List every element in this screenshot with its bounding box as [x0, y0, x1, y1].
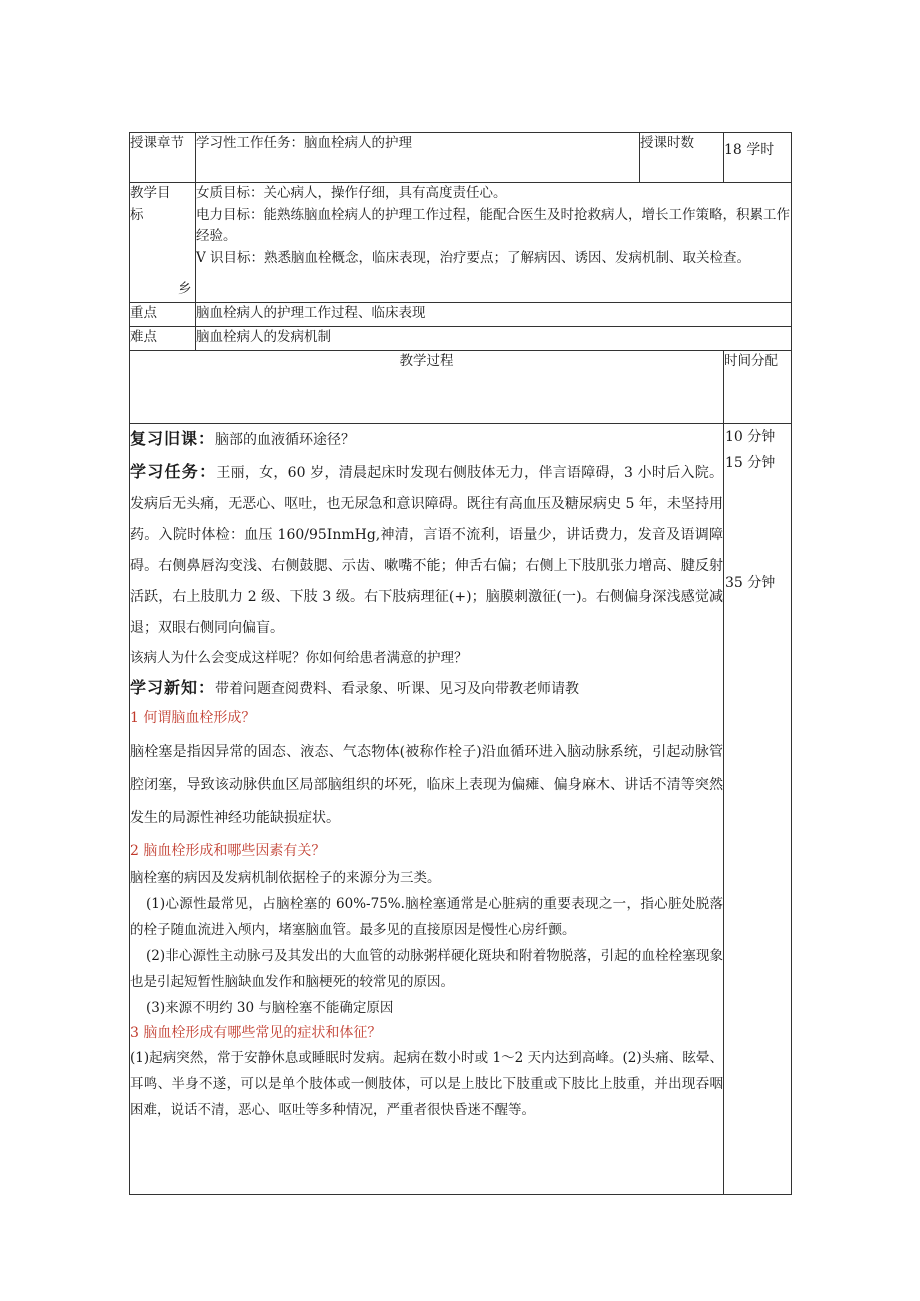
- lesson-plan-table: [129, 132, 792, 1195]
- goals-content: [196, 183, 792, 303]
- goals-label-line1: 教学目: [130, 185, 171, 201]
- new-knowledge-section: [130, 673, 723, 705]
- process-body-row: [130, 424, 792, 1195]
- task-label: 学习任务：: [130, 461, 217, 481]
- goals-label-line2: 标: [130, 206, 144, 223]
- question-3: 3 脑血栓形成有哪些常见的症状和体征？: [130, 1025, 382, 1041]
- time-new-knowledge: 35 分钟: [725, 575, 776, 591]
- new-knowledge-label: 学习新知：: [130, 677, 216, 697]
- process-content: [130, 424, 724, 1195]
- goal-ability: 电力目标：能熟练脑血栓病人的护理工作过程，能配合医生及时抢救病人，增长工作策略，积累工作经验。: [196, 206, 790, 245]
- case-question: 该病人为什么会变成这样呢？你如何给患者满意的护理？: [130, 649, 468, 666]
- hours-value: 18 学时: [724, 133, 792, 183]
- time-allocation-header: 时间分配: [724, 351, 792, 424]
- process-title: 教学过程: [130, 351, 724, 424]
- task-text: 王丽，女，60 岁，清晨起床时发现右侧肢体无力，伴言语障碍，3 小时后入院。发病后无头痛，无恶心、呕吐，也无尿急和意识障碍。既往有高血压及糖尿病史 5 年，未坚持用药。入院时体检：血压 160/95InmHg,神清，言语不流利，语量少，讲话费力，发音及语调障碍。右侧鼻唇沟变浅、右侧鼓腮、示齿、嗽嘴不能；伸舌右偏；右侧上下肢肌张力增高、腱反射活跃，右上肢肌力 2 级、下肢 3 级。右下肢病理征(+)；脑膜刺激征(一)。右侧偏身深浅感觉减退；双眼右侧同向偏盲。: [130, 464, 723, 636]
- goals-label-extra: 乡: [178, 281, 192, 297]
- key-point-label: 重点: [130, 303, 196, 327]
- answer-1: 脑栓塞是指因异常的固态、液态、气态物体(被称作栓子)沿血循环进入脑动脉系统，引起动脉管腔闭塞，导致该动脉供血区局部脑组织的坏死，临床上表现为偏瘫、偏身麻木、讲话不清等突然发生的局源性神经功能缺损症状。: [130, 744, 723, 826]
- time-allocation-column: [724, 424, 792, 1195]
- review-label: 复习旧课：: [130, 429, 216, 448]
- chapter-label: 授课章节: [130, 133, 196, 183]
- difficulty-row: [130, 327, 792, 351]
- goal-knowledge: V 识目标：熟悉脑血栓概念，临床表现，治疗要点；了解病因、诱因、发病机制、取关检查。: [196, 249, 751, 266]
- answer-2-item-2: (2)非心源性主动脉弓及其发出的大血管的动脉粥样硬化斑块和附着物脱落，引起的血栓栓塞现象也是引起短暂性脑缺血发作和脑梗死的较常见的原因。: [130, 948, 723, 990]
- goals-row: [130, 183, 792, 303]
- question-2: 2 脑血栓形成和哪些因素有关？: [130, 843, 326, 859]
- answer-2-item-3: (3)来源不明约 30 与脑栓塞不能确定原因: [146, 1000, 394, 1016]
- goal-quality: 女质目标：关心病人，操作仔细，具有高度责任心。: [196, 185, 507, 201]
- answer-3: (1)起病突然，常于安静休息或睡眠时发病。起病在数小时或 1～2 天内达到高峰。(2)头痛、眩晕、耳鸣、半身不遂，可以是单个肢体或一侧肢体，可以是上肢比下肢重或下肢比上肢重，并出现吞咽困难，说话不清，恶心、呕吐等多种情况，严重者很快昏迷不醒等。: [130, 1050, 723, 1118]
- question-1: 1 何谓脑血栓形成？: [130, 710, 256, 726]
- difficulty-label: 难点: [130, 327, 196, 351]
- review-text: 脑部的血液循环途径？: [215, 432, 356, 448]
- time-task: 15 分钟: [725, 455, 776, 471]
- key-point-value: 脑血栓病人的护理工作过程、临床表现: [196, 303, 792, 327]
- new-knowledge-text: 带着问题查阅费料、看录象、听课、见习及向带教老师请教: [215, 680, 580, 697]
- hours-label: 授课时数: [640, 133, 724, 183]
- difficulty-value: 脑血栓病人的发病机制: [196, 327, 792, 351]
- answer-2-item-1: (1)心源性最常见，占脑栓塞的 60%-75%.脑栓塞通常是心脏病的重要表现之一，指心脏处脱落的栓子随血流进入颅内，堵塞脑血管。最多见的直接原因是慢性心房纤颤。: [130, 896, 723, 938]
- review-section: [130, 424, 723, 456]
- process-header-row: [130, 351, 792, 424]
- answer-2-intro: 脑栓塞的病因及发病机制依据栓子的来源分为三类。: [130, 870, 441, 886]
- chapter-value: 学习性工作任务：脑血栓病人的护理: [196, 133, 640, 183]
- task-section: [130, 456, 723, 644]
- header-row: [130, 133, 792, 183]
- key-point-row: [130, 303, 792, 327]
- time-review: 10 分钟: [725, 429, 776, 445]
- goals-label-cell: [130, 183, 196, 303]
